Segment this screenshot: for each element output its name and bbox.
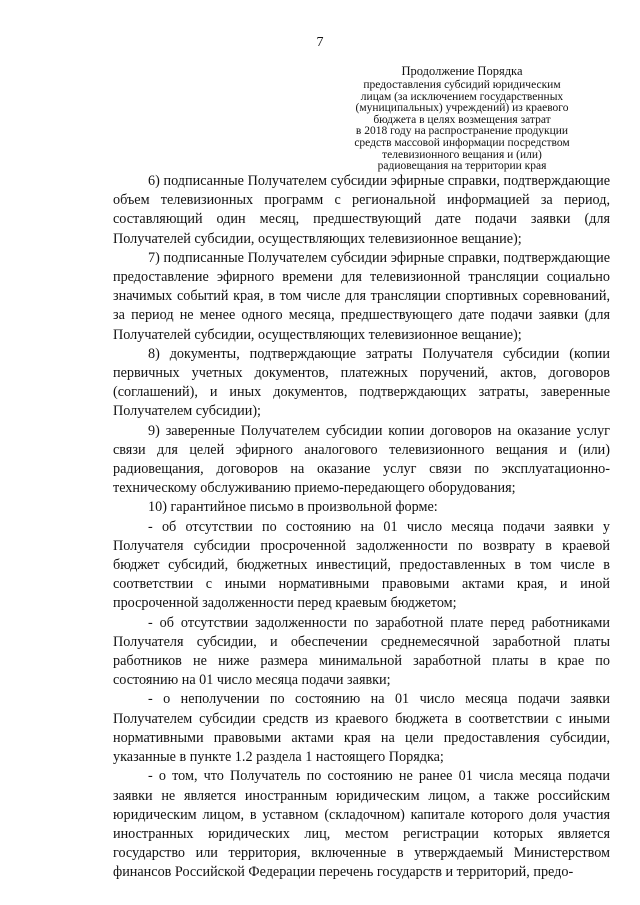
paragraph-item-8: 8) документы, подтверждающие затраты Получателя субсидии (копии первичных учетных документов, платежных поручений, актов, договоров (соглашений), и иных документов, подтверждающих затраты, заверенные Получателем субсидии); — [113, 345, 610, 420]
header-line: лицам (за исключением государственных — [360, 90, 564, 103]
paragraph-item-7: 7) подписанные Получателем субсидии эфирные справки, подтверждающие предоставление эфирного времени для телевизионной трансляции социально значимых событий края, в том числе для трансляции спортивных соревнований, за период не менее одного месяца, предшествующего дате подачи заявки (для Получателей субсидии, осуществляющих телевизионное вещание); — [113, 249, 610, 343]
header-line: телевизионного вещания и (или) — [382, 148, 542, 161]
header-line: радиовещания на территории края — [377, 160, 547, 173]
guarantee-clause-funds: - о неполучении по состоянию на 01 число месяца подачи заявки Получателем субсидии средств из краевого бюджета в соответствии с иными нормативными правовыми актами края на цели предоставления субсидии, указанные в пункте 1.2 раздела 1 настоящего Порядка; — [113, 691, 610, 766]
document-header — [342, 64, 582, 173]
page-number: 7 — [316, 35, 324, 50]
header-title: Продолжение Порядка — [401, 64, 523, 78]
paragraph-item-6: 6) подписанные Получателем субсидии эфирные справки, подтверждающие объем телевизионных программ с региональной информацией за период, составляющий один месяц, предшествующий дате подачи заявки (для Получателей субсидии, осуществляющих телевизионное вещание); — [113, 173, 610, 247]
guarantee-clause-salary: - об отсутствии задолженности по заработной плате перед работниками Получателя субсидии, и обеспечении среднемесячной заработной платы работников не ниже размера минимальной заработной платы в крае по состоянию на 01 число месяца подачи заявки; — [113, 614, 610, 689]
header-line: в 2018 году на распространение продукции — [355, 125, 569, 138]
document-body — [113, 172, 610, 883]
paragraph-item-9: 9) заверенные Получателем субсидии копии договоров на оказание услуг связи для целей эфирного аналогового телевизионного вещания и (или) радиовещания, договоров на оказание услуг связи по эксплуатационно-техническому обслуживанию приемо-передающего оборудования; — [113, 422, 610, 497]
header-line: (муниципальных) учреждений) из краевого — [355, 102, 569, 115]
paragraph-item-10: 10) гарантийное письмо в произвольной форме: — [148, 499, 438, 516]
header-line: бюджета в целях возмещения затрат — [373, 113, 551, 126]
guarantee-clause-debt: - об отсутствии по состоянию на 01 число месяца подачи заявки у Получателя субсидии просроченной задолженности по возврату в краевой бюджет субсидий, бюджетных инвестиций, предоставленных в том числе в соответствии с иными нормативными правовыми актами края, и иной просроченной задолженности перед краевым бюджетом; — [113, 518, 610, 612]
header-line: средств массовой информации посредством — [354, 136, 570, 149]
guarantee-clause-foreign: - о том, что Получатель по состоянию не ранее 01 числа месяца подачи заявки не является иностранным юридическим лицом, а также российским юридическим лицом, в уставном (складочном) капитале которого доля участия иностранных юридических лиц, местом регистрации которых является государство или территория, включенные в утверждаемый Министерством финансов Российской Федерации перечень государств и территорий, предо- — [113, 768, 610, 881]
header-line: предоставления субсидий юридическим — [363, 79, 561, 91]
